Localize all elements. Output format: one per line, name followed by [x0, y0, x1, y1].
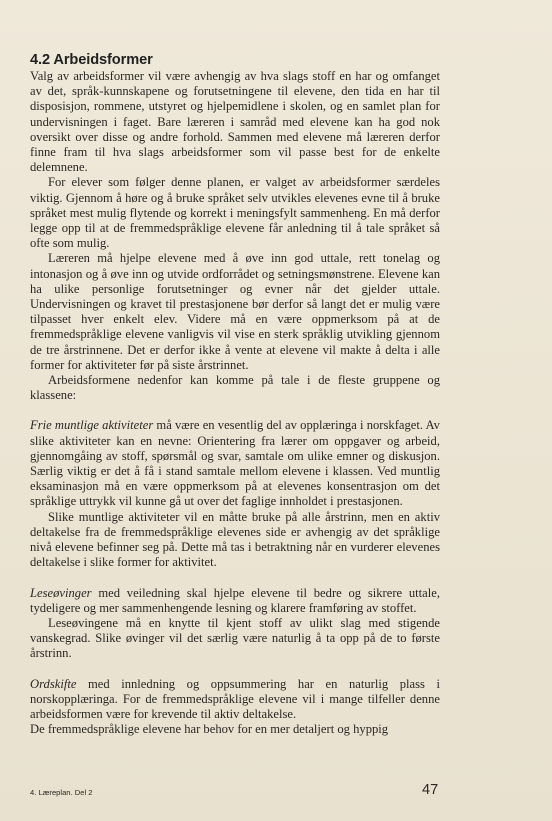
- paragraph: Leseøvingene må en knytte til kjent stoff av ulikt slag med stigende vanskegrad. Slike øvinger vil det særlig være naturlig å ta opp på de to første årstrinn.: [30, 615, 440, 661]
- text-column: [30, 52, 440, 737]
- paragraph: Læreren må hjelpe elevene med å øve inn god uttale, rett tonelag og intonasjon og å øve inn og utvide ordforrådet og setningsmønstrene. Elevene kan ha ulike personlige forutsetninger og evner når det gjelder uttale. Undervisningen og kravet til prestasjonene bør derfor så langt det er mulig være tilpasset hver enkelt elev. Videre må en være oppmerksom på at de fremmedspråklige elevene vanligvis vil vise en sterk språklig utvikling gjennom de tre årstrinnene. Det er derfor ikke å vente at elevene vil makte å delta i alle former for aktiviteter før på siste årstrinnet.: [30, 251, 440, 372]
- page-number: 47: [422, 782, 439, 798]
- term: Frie muntlige aktiviteter: [30, 418, 154, 433]
- paragraph-term: [30, 677, 440, 723]
- paragraph-term: [30, 418, 440, 509]
- term-text: må være en vesentlig del av opplæringa i norskfaget. Av slike aktiviteter kan en nevne: Orientering fra lærer om oppgaver og arbeid, gjennomgåing av stoff, spørsmål og svar, samtale om ulike emner og diskusjon. Særlig viktig er det å få i stand samtale mellom elevene i klassen. Ved muntlig eksaminasjon må en være oppmerksom på at elevenes konsentrasjon om det språklige uttrykk vil kunne gå ut over det faglige innholdet i prestasjonen.: [30, 418, 440, 509]
- paragraph: Arbeidsformene nedenfor kan komme på tale i de fleste gruppene og klassene:: [30, 373, 440, 403]
- section-heading: 4.2 Arbeidsformer: [30, 52, 153, 68]
- paragraph: Slike muntlige aktiviteter vil en måtte bruke på alle årstrinn, men en aktiv deltakelse fra de fremmedspråklige elevenes side er avhengig av det språklige nivå elevene befinner seg på. Dette må tas i betraktning når en vurderer elevenes deltakelse i slike former for aktivitet.: [30, 509, 440, 570]
- paragraph-term: [30, 586, 440, 616]
- term: Leseøvinger: [30, 585, 92, 600]
- term-text: med innledning og oppsummering har en naturlig plass i norskopplæringa. For de fremmedspråklige elevene vil i mange tilfeller denne arbeidsformen være for krevende til aktiv deltakelse.: [30, 676, 440, 721]
- term-text: med veiledning skal hjelpe elevene til bedre og sikrere uttale, tydeligere og mer sammenhengende lesning og klarere framføring av stoffet.: [30, 585, 440, 615]
- footer-label: 4. Læreplan. Del 2: [30, 788, 93, 797]
- paragraph: For elever som følger denne planen, er valget av arbeidsformer særdeles viktig. Gjennom å høre og å bruke språket selv utvikles elevenes evne til å bruke språket mest mulig flytende og korrekt i meningsfylt sammenheng. En må derfor legge opp til at de fremmedspråklige elevene får anledning til å tale språket så ofte som mulig.: [30, 175, 440, 251]
- paragraph: De fremmedspråklige elevene har behov for en mer detaljert og hyppig: [30, 722, 389, 737]
- term: Ordskifte: [30, 676, 77, 691]
- paragraph: Valg av arbeidsformer vil være avhengig av hva slags stoff en har og omfanget av det, språk-kunnskapene og forutsetningene til elevene, den tida en har til disposisjon, rommene, utstyret og hjelpemidlene i skolen, og en samlet plan for undervisningen i faget. Bare læreren i samråd med elevene kan ha god nok oversikt over disse og andre forhold. Sammen med elevene må læreren derfor finne fram til hva slags arbeidsformer som vil passe best for de enkelte delemnene.: [30, 69, 440, 175]
